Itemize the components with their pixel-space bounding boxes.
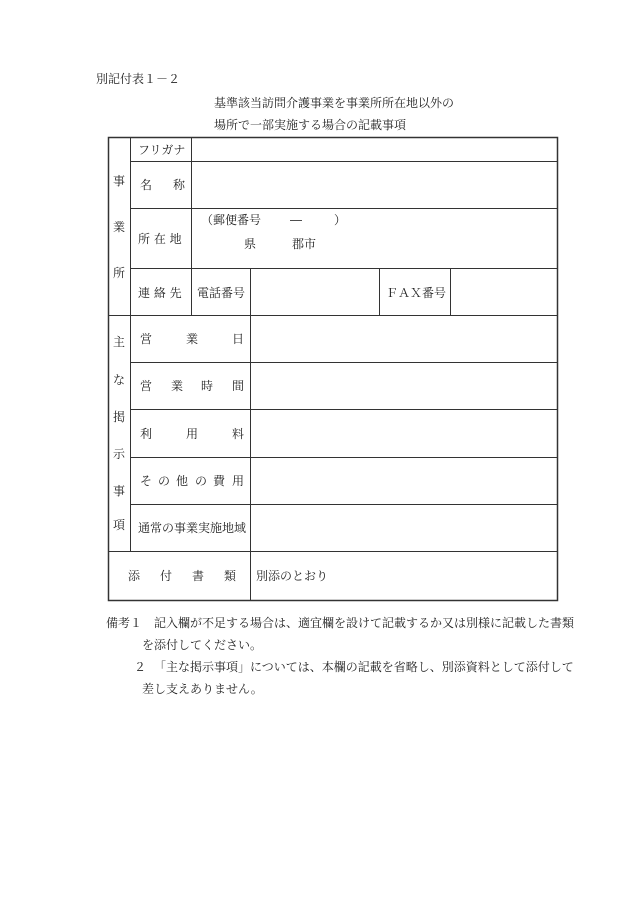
address-field[interactable] xyxy=(192,209,557,268)
business-hours-char-1: 営 xyxy=(140,379,153,393)
note-1-line-1: 記入欄が不足する場合は、適宜欄を設けて記載するか又は別様に記載した書類 xyxy=(154,616,575,630)
main-group-char-3: 掲 xyxy=(112,410,125,424)
business-days-char-3: 日 xyxy=(232,332,245,346)
other-costs-char-5: 費 xyxy=(213,474,226,488)
name-label-char-2: 称 xyxy=(173,178,186,192)
service-area-label: 通常の事業実施地域 xyxy=(138,521,247,535)
office-group-char-2: 業 xyxy=(112,220,125,234)
business-days-char-1: 営 xyxy=(140,332,153,346)
main-group-char-2: な xyxy=(112,373,125,387)
business-hours-char-2: 業 xyxy=(171,379,184,393)
contact-label: 連 絡 先 xyxy=(138,286,182,300)
office-group-char-1: 事 xyxy=(112,174,125,188)
postal-code-label: （郵便番号 xyxy=(201,213,262,227)
main-group-char-1: 主 xyxy=(112,335,125,349)
business-days-field[interactable] xyxy=(251,316,557,362)
furigana-field[interactable] xyxy=(192,138,557,161)
service-area-field[interactable] xyxy=(251,505,557,551)
business-hours-char-4: 間 xyxy=(232,379,245,393)
title-line-1: 基準該当訪問介護事業を事業所所在地以外の xyxy=(214,96,455,110)
fees-char-1: 利 xyxy=(140,427,153,441)
business-days-char-2: 業 xyxy=(186,332,199,346)
attachment-value: 別添のとおり xyxy=(256,569,329,583)
business-hours-char-3: 時 xyxy=(201,379,214,393)
fax-label: ＦＡＸ番号 xyxy=(386,286,447,300)
note-2-number: ２ xyxy=(134,660,147,674)
fees-char-3: 料 xyxy=(232,427,245,441)
attachment-char-2: 付 xyxy=(160,569,173,583)
other-costs-char-4: の xyxy=(195,474,208,488)
name-field[interactable] xyxy=(192,162,557,208)
prefecture-label: 県 xyxy=(244,237,257,251)
note-1-line-2: を添付してください。 xyxy=(142,638,263,652)
note-2-line-2: 差し支えありません。 xyxy=(142,682,263,696)
attachment-char-4: 類 xyxy=(224,569,237,583)
office-group-char-3: 所 xyxy=(112,266,125,280)
county-city-label: 郡市 xyxy=(292,237,317,251)
postal-code-close: ） xyxy=(334,213,347,227)
other-costs-field[interactable] xyxy=(251,458,557,504)
main-group-char-4: 示 xyxy=(112,447,125,461)
address-label: 所 在 地 xyxy=(138,232,182,246)
name-label-char-1: 名 xyxy=(140,178,153,192)
fees-field[interactable] xyxy=(251,410,557,457)
attachment-char-1: 添 xyxy=(128,569,141,583)
attachment-char-3: 書 xyxy=(192,569,205,583)
form-label: 別記付表１－２ xyxy=(96,72,181,86)
business-hours-field[interactable] xyxy=(251,363,557,409)
other-costs-char-2: の xyxy=(158,474,171,488)
other-costs-char-1: そ xyxy=(140,474,153,488)
other-costs-char-3: 他 xyxy=(176,474,189,488)
postal-code-dash: ― xyxy=(290,213,302,227)
other-costs-char-6: 用 xyxy=(232,474,245,488)
title-line-2: 場所で一部実施する場合の記載事項 xyxy=(214,118,407,132)
fax-field[interactable] xyxy=(451,269,557,315)
fees-char-2: 用 xyxy=(186,427,199,441)
furigana-label: フリガナ xyxy=(138,143,186,157)
main-group-char-6: 項 xyxy=(112,518,125,532)
main-group-char-5: 事 xyxy=(112,484,125,498)
note-2-line-1: 「主な掲示事項」については、本欄の記載を省略し、別添資料として添付して xyxy=(154,660,574,674)
phone-field[interactable] xyxy=(251,269,379,315)
phone-label: 電話番号 xyxy=(197,286,246,300)
note-1-number: 備考１ xyxy=(106,616,143,630)
